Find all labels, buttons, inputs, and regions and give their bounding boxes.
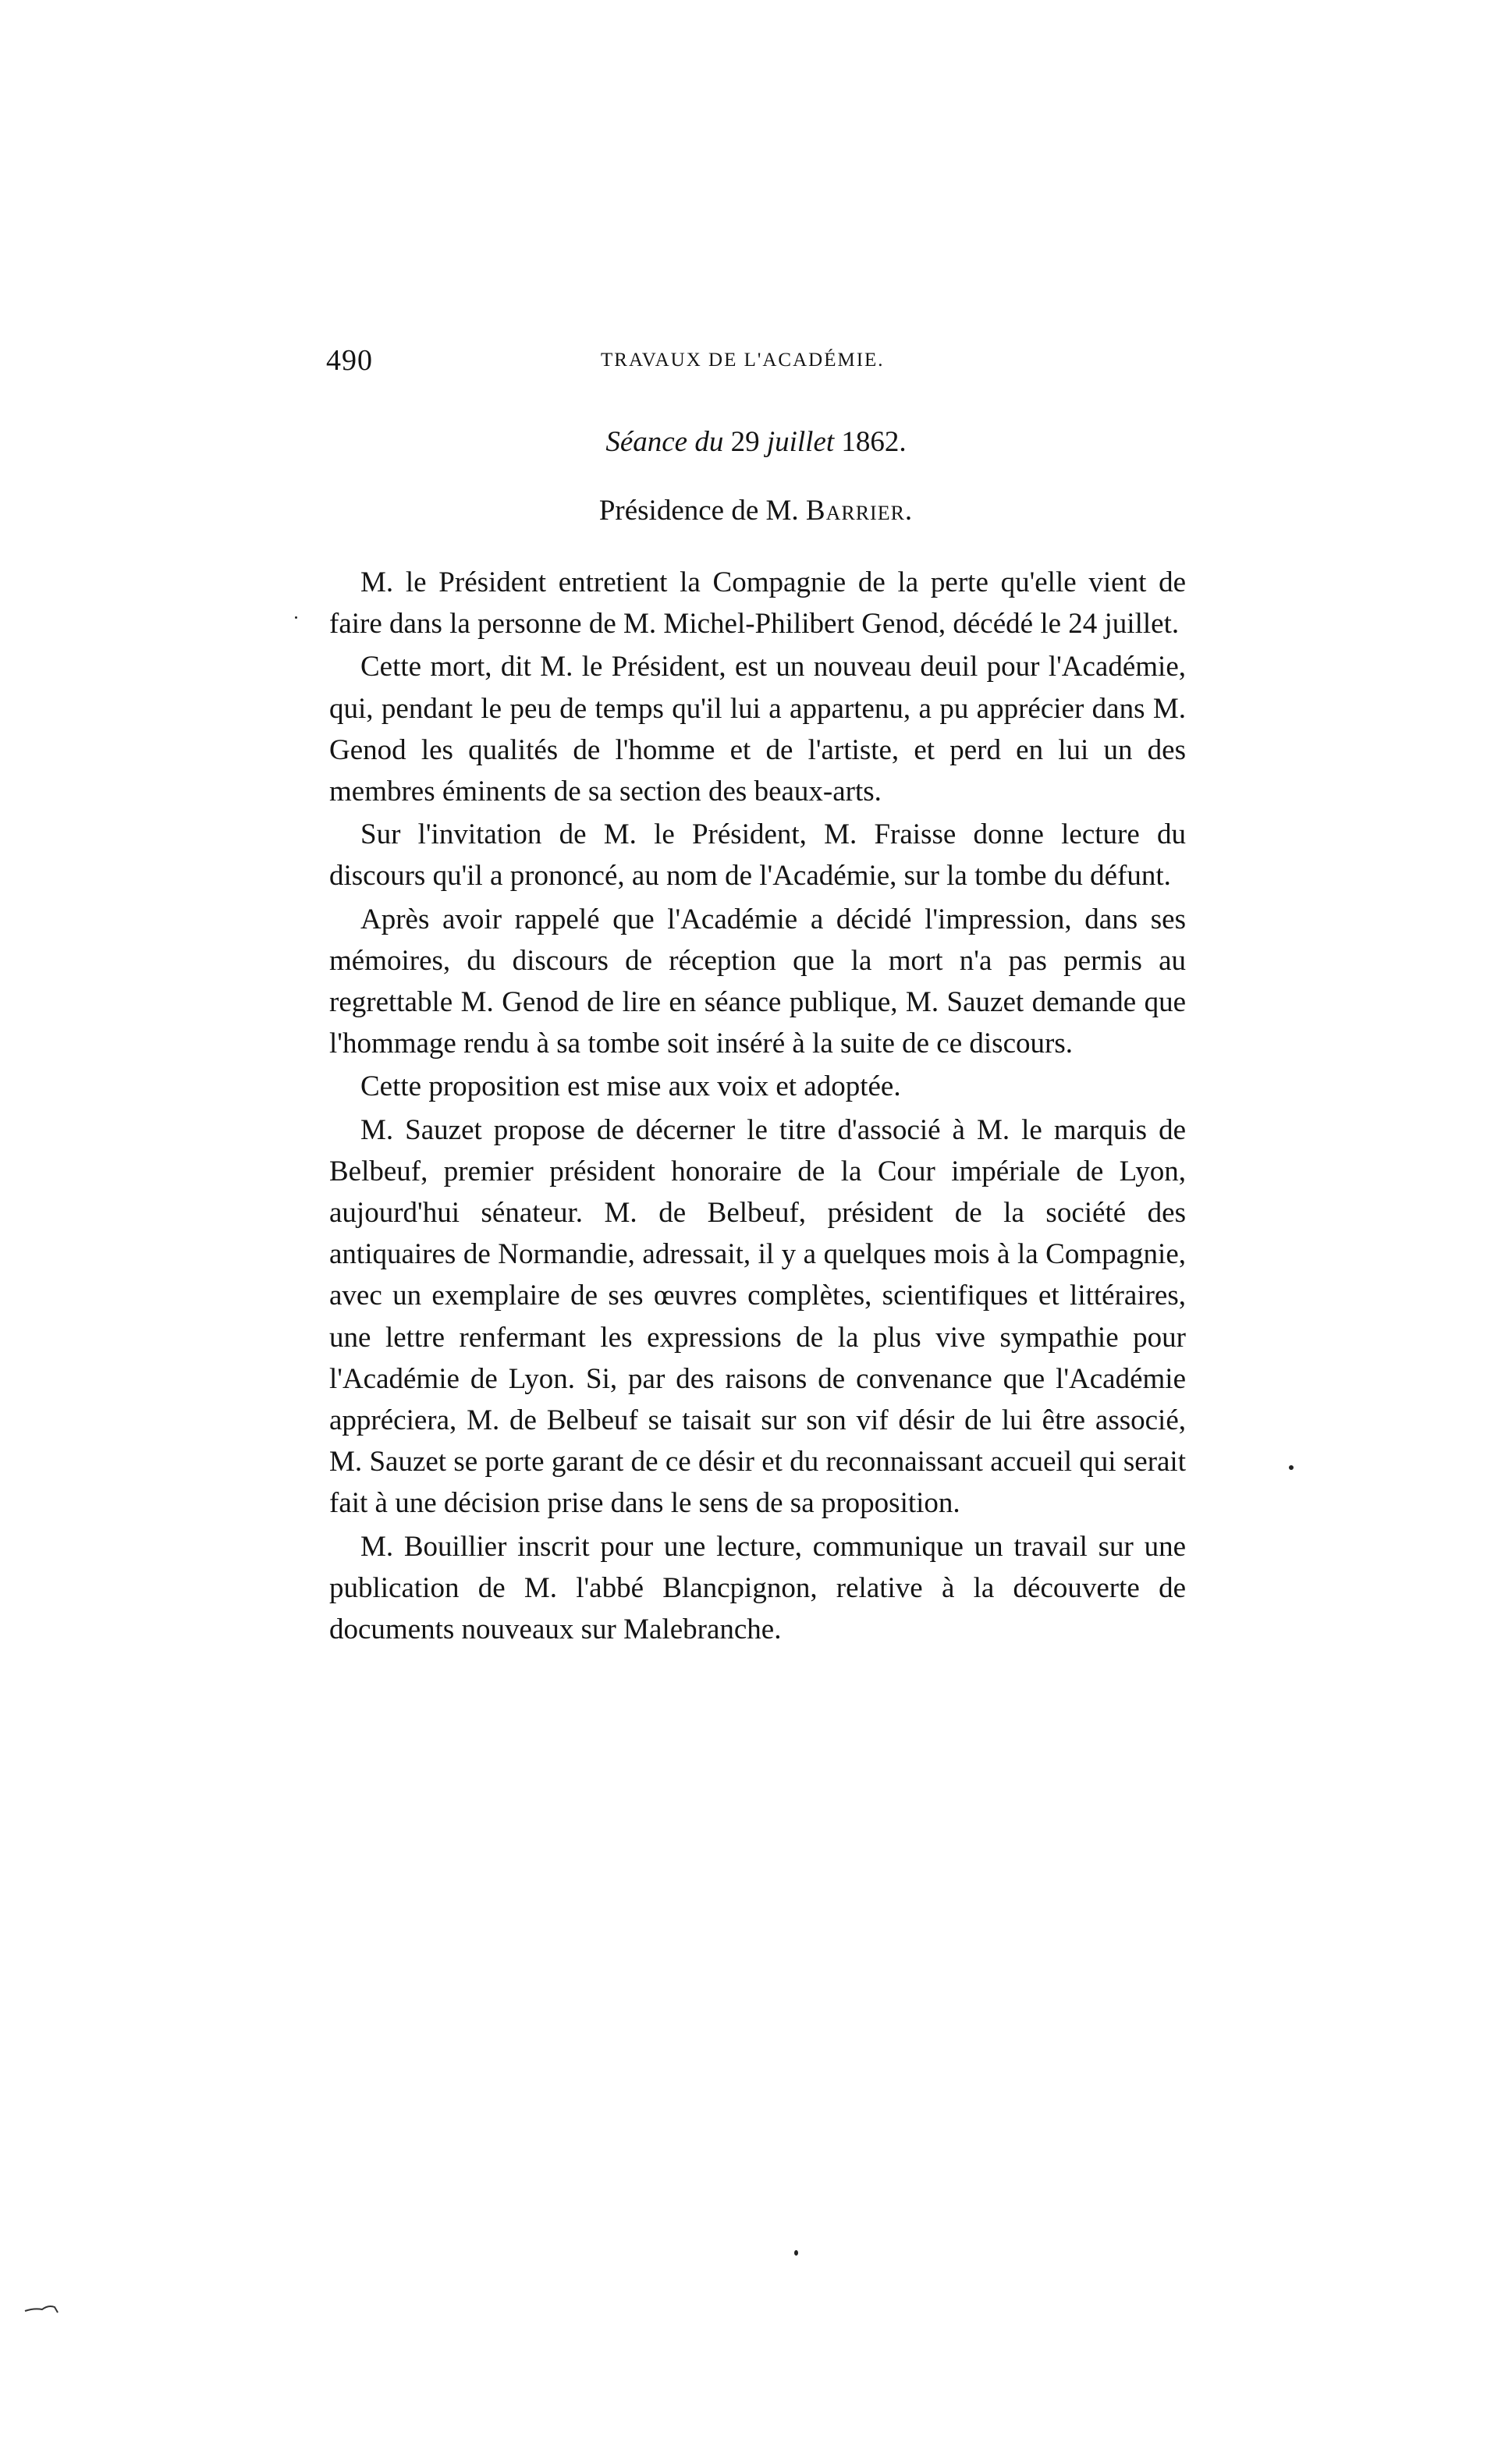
presidency-line [0, 494, 1512, 527]
paragraph-printing-request: Après avoir rappelé que l'Académie a décidé l'impression, dans ses mémoires, du discours de réception que la mort n'a pas permis au regrettable M. Genod de lire en séance publique, M. Sauzet demande que l'hommage rendu à sa tombe soit inséré à la suite de ce discours. [329, 903, 1186, 1060]
session-date-month: juillet [759, 426, 842, 458]
session-heading [0, 425, 1512, 459]
paragraph-announcement: M. le Président entretient la Compagnie de la perte qu'elle vient de faire dans la personne de M. Michel-Philibert Genod, décédé le 24 juillet. [329, 566, 1186, 641]
paragraph-funeral-speech: Sur l'invitation de M. le Président, M. Fraisse donne lecture du discours qu'il a prononcé, au nom de l'Académie, sur la tombe du défunt. [329, 818, 1186, 893]
paragraph-tribute: Cette mort, dit M. le Président, est un nouveau deuil pour l'Académie, qui, pendant le peu de temps qu'il lui a appartenu, a pu apprécier dans M. Genod les qualités de l'homme et de l'artiste, et perd en lui un des membres éminents de sa section des beaux-arts. [329, 651, 1186, 808]
session-date-day: 29 [730, 426, 760, 458]
page-number: 490 [326, 344, 373, 377]
minutes-body [329, 562, 1186, 1650]
session-date-prefix: Séance du [605, 426, 731, 458]
presidency-prefix: Présidence de M. [598, 495, 806, 527]
running-title: TRAVAUX DE L'ACADÉMIE. [601, 350, 885, 371]
ink-speck [1289, 1465, 1294, 1470]
ink-speck [794, 2250, 798, 2256]
paragraph-vote: Cette proposition est mise aux voix et adoptée. [360, 1070, 901, 1103]
running-head [326, 343, 1183, 382]
president-name: Barrier. [805, 495, 914, 527]
margin-pen-mark [23, 2300, 61, 2317]
paragraph-reading: M. Bouillier inscrit pour une lecture, communique un travail sur une publication de M. l'abbé Blancpignon, relative à la découverte de documents nouveaux sur Malebranche. [329, 1530, 1186, 1646]
paragraph-associate-proposal: M. Sauzet propose de décerner le titre d'associé à M. le marquis de Belbeuf, premier président honoraire de la Cour impériale de Lyon, aujourd'hui sénateur. M. de Belbeuf, président de la société des antiquaires de Normandie, adressait, il y a quelques mois à la Compagnie, avec un exemplaire de ses œuvres complètes, scientifiques et littéraires, une lettre renfermant les expressions de la plus vive sympathie pour l'Académie de Lyon. Si, par des raisons de convenance que l'Académie appréciera, M. de Belbeuf se taisait sur son vif désir de lui être associé, M. Sauzet se porte garant de ce désir et du reconnaissant accueil qui serait fait à une décision prise dans le sens de sa proposition. [329, 1113, 1186, 1520]
ink-speck [295, 616, 297, 619]
session-date-year: 1862. [841, 426, 907, 458]
